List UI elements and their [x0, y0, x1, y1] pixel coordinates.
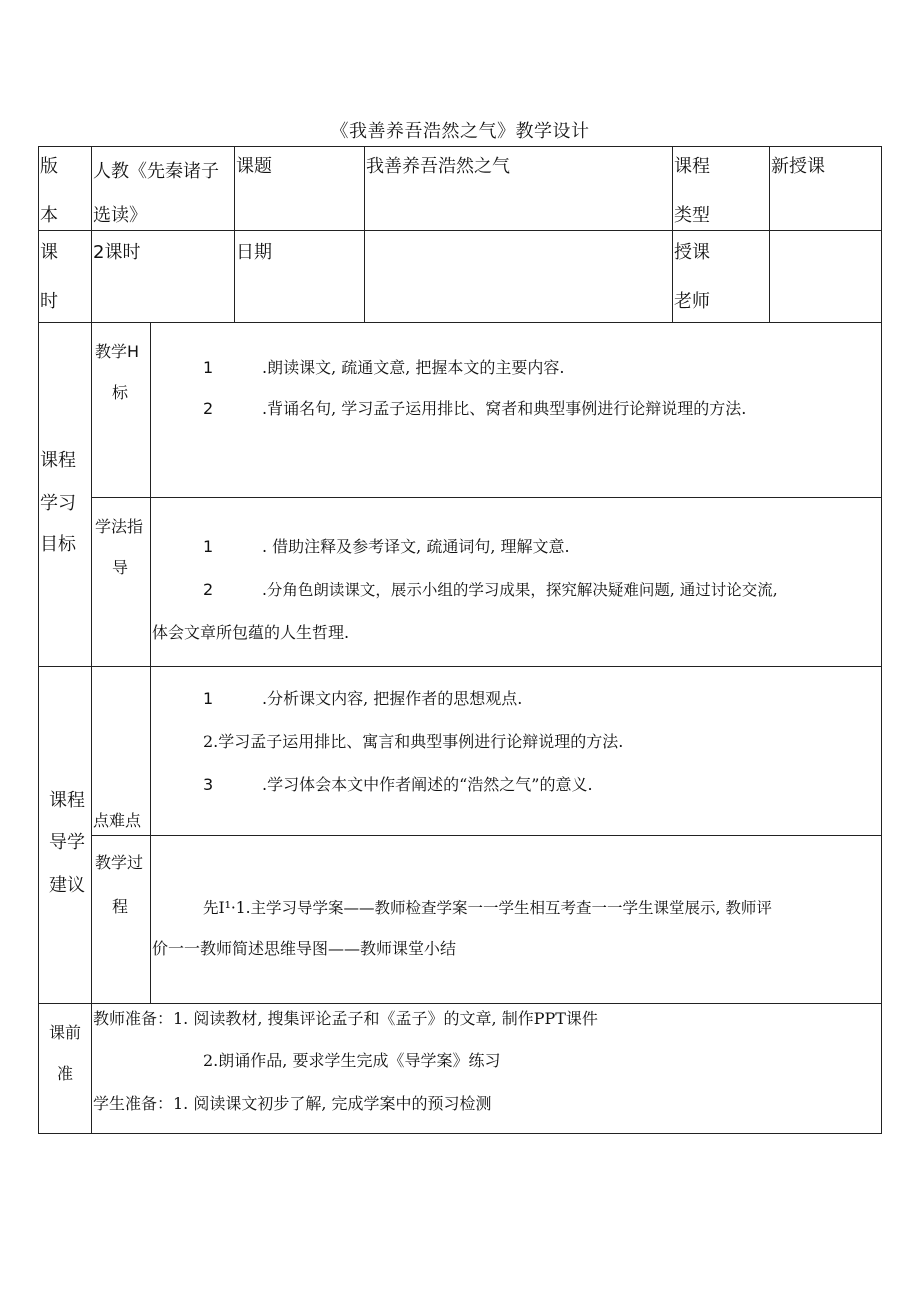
process-text: 先I¹·1.主学习导学案——教师检查学案一一学生相互考查一一学生课堂展示, 教师评: [203, 899, 772, 917]
list-item-text: .学习体会本文中作者阐述的“浩然之气”的意义.: [262, 775, 593, 794]
topic-label: 课题: [236, 156, 272, 177]
list-item-text: . 借助注释及参考译文, 疏通词句, 理解文意.: [262, 537, 570, 556]
row-divider: [91, 497, 882, 498]
list-item-continuation: 体会文章所包蕴的人生哲理.: [152, 623, 350, 642]
table-border-right: [881, 146, 882, 1134]
prep-section-label: 准: [57, 1064, 74, 1083]
guide-section-label: 导学: [49, 832, 85, 853]
column-divider: [769, 146, 770, 323]
process-text: 价一一教师简述思维导图——教师课堂小结: [152, 939, 457, 958]
class-hours-value: 2课时: [93, 242, 141, 263]
list-item-number: 1: [203, 358, 214, 377]
column-divider: [150, 322, 151, 1004]
topic-value: 我善养吾浩然之气: [366, 156, 510, 177]
table-border-top: [38, 146, 882, 147]
teaching-process-label: 程: [112, 897, 129, 916]
goals-section-label: 课程: [40, 450, 76, 471]
teaching-goal-label: 教学H: [95, 342, 140, 361]
edition-label: 版: [40, 156, 58, 177]
teaching-process-label: 教学过: [95, 853, 144, 872]
student-prep-text: 学生准备：1. 阅读课文初步了解, 完成学案中的预习检测: [93, 1094, 492, 1113]
teacher-prep-text: 2.朗诵作品, 要求学生完成《导学案》练习: [203, 1051, 501, 1070]
row-divider: [91, 835, 882, 836]
course-type-label: 课程: [674, 156, 710, 177]
teaching-goal-label: 标: [112, 383, 129, 402]
course-type-label: 类型: [674, 205, 710, 226]
row-divider: [38, 322, 882, 323]
row-divider: [38, 1003, 882, 1004]
edition-value: 人教《先秦诸子: [93, 161, 219, 182]
class-hours-label: 课: [40, 242, 58, 263]
list-item-text: .背诵名句, 学习孟子运用排比、窝者和典型事例进行论辩说理的方法.: [262, 399, 747, 418]
class-hours-label: 时: [40, 291, 58, 312]
row-divider: [38, 666, 882, 667]
column-divider: [234, 146, 235, 323]
goals-section-label: 目标: [40, 534, 76, 555]
list-item-text: .分析课文内容, 把握作者的思想观点.: [262, 689, 523, 708]
difficulty-label: 点难点: [93, 811, 142, 830]
row-divider: [38, 230, 882, 231]
goals-section-label: 学习: [40, 493, 76, 514]
teacher-label: 授课: [674, 242, 710, 263]
study-method-label: 学法指: [95, 517, 144, 536]
course-type-value: 新授课: [771, 156, 825, 177]
column-divider: [91, 146, 92, 1134]
page-title: 《我善养吾浩然之气》教学设计: [330, 121, 590, 142]
column-divider: [364, 146, 365, 323]
teacher-prep-text: 教师准备：1. 阅读教材, 搜集评论孟子和《孟子》的文章, 制作PPT课件: [93, 1009, 598, 1028]
edition-label: 本: [40, 205, 58, 226]
list-item-text: .朗读课文, 疏通文意, 把握本文的主要内容.: [262, 358, 565, 377]
list-item-number: 3: [203, 775, 214, 794]
guide-section-label: 课程: [49, 790, 85, 811]
list-item-number: 2: [203, 399, 214, 418]
list-item-text: 2.学习孟子运用排比、寓言和典型事例进行论辩说理的方法.: [203, 732, 624, 751]
list-item-text: .分角色朗读课文，展示小组的学习成果，探究解决疑难问题, 通过讨论交流,: [262, 581, 778, 599]
prep-section-label: 课前: [49, 1023, 82, 1042]
date-label: 日期: [236, 242, 272, 263]
column-divider: [672, 146, 673, 323]
teacher-label: 老师: [674, 291, 710, 312]
list-item-number: 1: [203, 537, 214, 556]
table-border-bottom: [38, 1133, 882, 1134]
list-item-number: 1: [203, 689, 214, 708]
guide-section-label: 建议: [49, 875, 85, 896]
table-border-left: [38, 146, 39, 1134]
list-item-number: 2: [203, 580, 214, 599]
study-method-label: 导: [112, 558, 129, 577]
edition-value: 选读》: [93, 205, 147, 226]
